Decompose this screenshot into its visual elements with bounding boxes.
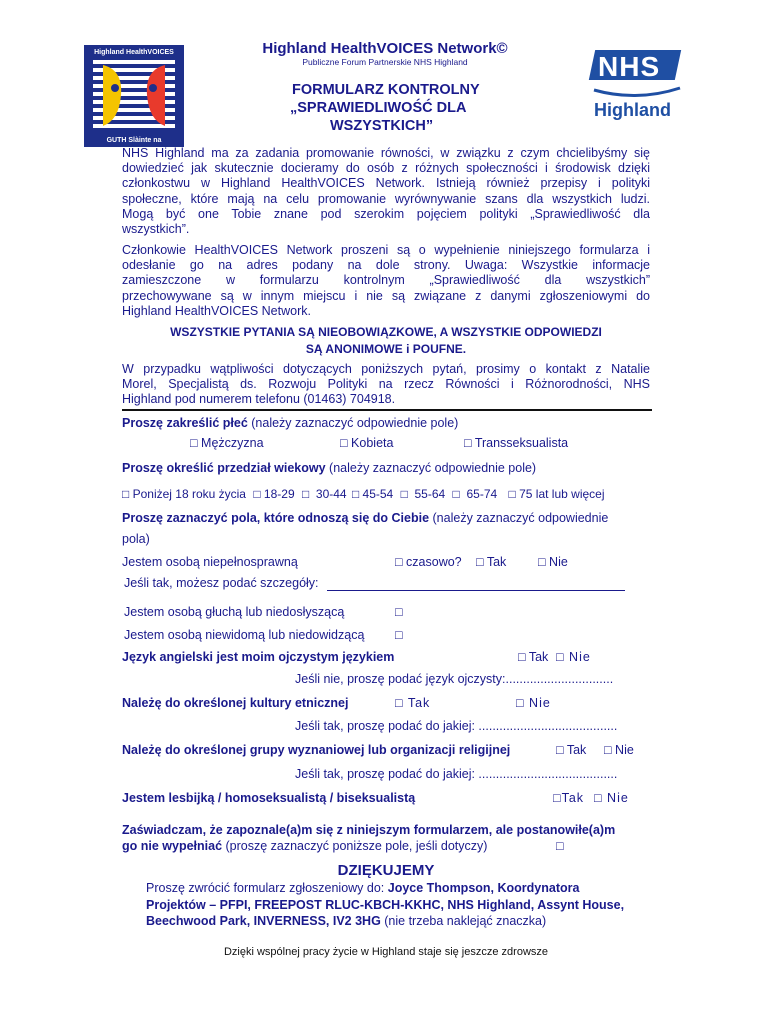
option-label: Nie	[615, 743, 634, 757]
orientation-question: Jestem lesbijką / homoseksualistą / biseksualistą	[122, 791, 416, 805]
intro-p2-line: przechowywane są w innym miejscu i nie są związane z danymi zgłoszeniowymi do	[122, 288, 650, 303]
checkbox[interactable]	[464, 436, 472, 450]
intro-p2-line: Członkowie HealthVOICES Network proszeni są o wypełnienie niniejszego formularza i	[122, 243, 650, 257]
religion-followup[interactable]: Jeśli tak, proszę podać do jakiej: ........................................	[295, 767, 618, 781]
intro-paragraph-1	[122, 146, 650, 237]
language-no[interactable]	[556, 650, 591, 664]
intro-p3-line: Morel, Specjalistą ds. Rozwoju Polityki na rzecz Równości i Różnorodności, NHS	[122, 377, 650, 392]
intro-p1-line: wszystkich”.	[122, 222, 190, 237]
language-yes[interactable]	[518, 650, 548, 664]
disabled-details-field[interactable]	[327, 590, 625, 591]
logo-title: Highland HealthVOICES	[94, 49, 174, 56]
deaf-checkbox[interactable]	[395, 605, 403, 619]
healthvoices-logo	[84, 45, 184, 147]
form-title-3: WSZYSTKICH”	[330, 118, 434, 134]
checkbox[interactable]	[340, 436, 348, 450]
option-label: Nie	[529, 696, 551, 710]
intro-p3-line: Highland pod numerem telefonu (01463) 704918.	[122, 392, 396, 407]
gender-option-male[interactable]	[190, 436, 264, 450]
ethnic-followup[interactable]: Jeśli tak, proszę podać do jakiej: ........................................	[295, 719, 618, 733]
checkbox[interactable]	[190, 436, 198, 450]
form-title-2: „SPRAWIEDLIWOŚĆ DLA	[290, 100, 467, 116]
option-label: Nie	[549, 555, 568, 569]
thanks-heading: DZIĘKUJEMY	[337, 862, 435, 879]
intro-p2-line: odesłanie go na adres podany na dole strony. Uwaga: Wszystkie informacje	[122, 258, 650, 273]
decline-checkbox[interactable]	[556, 839, 564, 853]
nhs-swoosh-icon	[592, 86, 682, 100]
option-label: 30-44	[315, 487, 347, 501]
return-note: (nie trzeba naklejąć znaczka)	[380, 914, 547, 928]
age-option[interactable]	[453, 487, 498, 501]
gender-option-trans[interactable]	[464, 436, 568, 450]
disabled-yes[interactable]	[476, 555, 506, 569]
nhs-mark-text: NHS	[598, 51, 661, 82]
option-label: czasowo?	[406, 555, 462, 569]
intro-p1-line: Mogą być one Tobie znane pod szerokim pojęciem polityki „Sprawiedliwość dla	[122, 206, 650, 221]
intro-paragraph-3	[122, 362, 650, 408]
intro-paragraph-2	[122, 243, 650, 319]
option-label: 18-29	[263, 487, 295, 501]
option-label: Tak	[407, 696, 431, 710]
option-label: Nie	[607, 791, 629, 805]
option-label: Kobieta	[351, 436, 394, 450]
form-title-1: FORMULARZ KONTROLNY	[292, 82, 480, 98]
section-divider	[122, 409, 652, 411]
age-option[interactable]	[302, 487, 347, 501]
footer-slogan: Dzięki wspólnej pracy życie w Highland staje się jeszcze zdrowsze	[223, 946, 549, 958]
return-prefix: Proszę zwrócić formularz zgłoszeniowy do:	[146, 881, 388, 895]
logo-faces-graphic	[93, 60, 175, 130]
option-label: Tak	[561, 791, 585, 805]
intro-p3-line: W przypadku wątpliwości dotyczących poniższych pytań, prosimy o kontakt z Natalie	[122, 362, 650, 376]
return-city: Beechwood Park, INVERNESS, IV2 3HG	[146, 914, 381, 928]
intro-p2-line: zamieszczone w formularzu kontrolnym „Sprawiedliwość dla wszystkich”	[122, 273, 650, 288]
decline-hint: (proszę zaznaczyć poniższe pole, jeśli dotyczy)	[222, 839, 488, 853]
disabled-details-label: Jeśli tak, możesz podać szczegóły:	[124, 576, 319, 590]
intro-p1-line: dowiedzieć jak skutecznie docieramy do osób z różnych społeczności i środowisk dzięki	[122, 161, 650, 176]
gender-question	[122, 416, 458, 430]
disabled-no[interactable]	[538, 555, 568, 569]
religion-question: Należę do określonej grupy wyznaniowej lub organizacji religijnej	[122, 743, 511, 757]
org-subtitle: Publiczne Forum Partnerskie NHS Highland	[302, 57, 468, 67]
return-address	[146, 880, 666, 930]
nhs-region: Highland	[594, 100, 671, 120]
decline-line-1: Zaświadczam, że zapoznale(a)m się z niniejszym formularzem, ale postanowiłe(a)m	[122, 823, 616, 837]
decline-bold: go nie wypełniać	[122, 839, 223, 853]
deaf-label: Jestem osobą głuchą lub niedosłyszącą	[124, 605, 345, 619]
notice-line-1: WSZYSTKIE PYTANIA SĄ NIEOBOWIĄZKOWE, A WSZYSTKIE ODPOWIEDZI	[170, 325, 602, 339]
intro-p1-line: społeczne, które mają na celu promowanie wyrównywanie szans dla wszystkich ludzi.	[122, 191, 650, 206]
religion-yes[interactable]	[556, 743, 586, 757]
gender-label: Proszę zakreślić płeć	[122, 416, 248, 430]
option-label: 55-64	[414, 487, 446, 501]
option-label: Tak	[486, 555, 507, 569]
nhs-highland-logo	[588, 50, 684, 130]
return-freepost: , FREEPOST RLUC-KBCH-KKHC, NHS Highland, Assynt House,	[247, 897, 625, 912]
religion-no[interactable]	[604, 743, 634, 757]
notice-line-2: SĄ ANONIMOWE i POUFNE.	[305, 342, 467, 356]
gender-hint: (należy zaznaczyć odpowiednie pole)	[247, 416, 459, 430]
apply-hint: (należy zaznaczyć odpowiednie	[429, 511, 609, 525]
org-title: Highland HealthVOICES Network©	[262, 40, 508, 57]
age-option[interactable]	[352, 487, 393, 501]
return-project: Projektów – PFPI	[146, 897, 248, 912]
option-label: Mężczyzna	[201, 436, 264, 450]
option-label: 65-74	[466, 487, 498, 501]
option-label: Nie	[569, 650, 591, 664]
option-label: 45-54	[362, 487, 394, 501]
logo-footer: GUTH Slàinte na	[106, 137, 162, 144]
option-label: Tak	[566, 743, 587, 757]
apply-question	[122, 511, 608, 525]
option-label: 75 lat lub więcej	[519, 487, 605, 501]
disabled-temporary[interactable]	[395, 555, 462, 569]
age-option[interactable]	[253, 487, 294, 501]
option-label: Transseksualista	[474, 436, 569, 450]
return-contact: Joyce Thompson, Koordynatora	[387, 881, 580, 895]
intro-p1-line: członkostwu w Highland HealthVOICES Network. Istnieją również przepisy i polityki	[122, 176, 650, 191]
age-label: Proszę określić przedział wiekowy	[122, 461, 326, 475]
intro-p1-line: NHS Highland ma za zadania promowanie równości, w związku z czym chcielibyśmy się	[122, 146, 650, 160]
age-option[interactable]	[122, 487, 246, 501]
ethnic-yes[interactable]	[395, 696, 430, 710]
age-options	[122, 487, 605, 501]
age-question	[122, 461, 536, 475]
blind-label: Jestem osobą niewidomą lub niedowidzącą	[124, 628, 365, 642]
intro-p2-line: Highland HealthVOICES Network.	[122, 303, 311, 318]
age-option[interactable]	[401, 487, 446, 501]
age-hint: (należy zaznaczyć odpowiednie pole)	[325, 461, 537, 475]
language-question: Język angielski jest moim ojczystym językiem	[122, 650, 395, 664]
orientation-yes[interactable]	[553, 791, 584, 805]
age-option[interactable]	[509, 487, 605, 501]
language-followup[interactable]: Jeśli nie, proszę podać język ojczysty:...............................	[295, 672, 614, 686]
option-label: Poniżej 18 roku życia	[132, 487, 246, 501]
ethnic-no[interactable]	[516, 696, 551, 710]
apply-label: Proszę zaznaczyć pola, które odnoszą się do Ciebie	[122, 511, 430, 525]
option-label: Tak	[528, 650, 549, 664]
gender-option-female[interactable]	[340, 436, 393, 450]
blind-checkbox[interactable]	[395, 628, 403, 642]
orientation-no[interactable]	[594, 791, 629, 805]
ethnic-question: Należę do określonej kultury etnicznej	[122, 696, 349, 710]
decline-line-2	[122, 839, 487, 853]
disabled-label: Jestem osobą niepełnosprawną	[122, 555, 298, 569]
apply-hint-2: pola)	[122, 532, 150, 546]
